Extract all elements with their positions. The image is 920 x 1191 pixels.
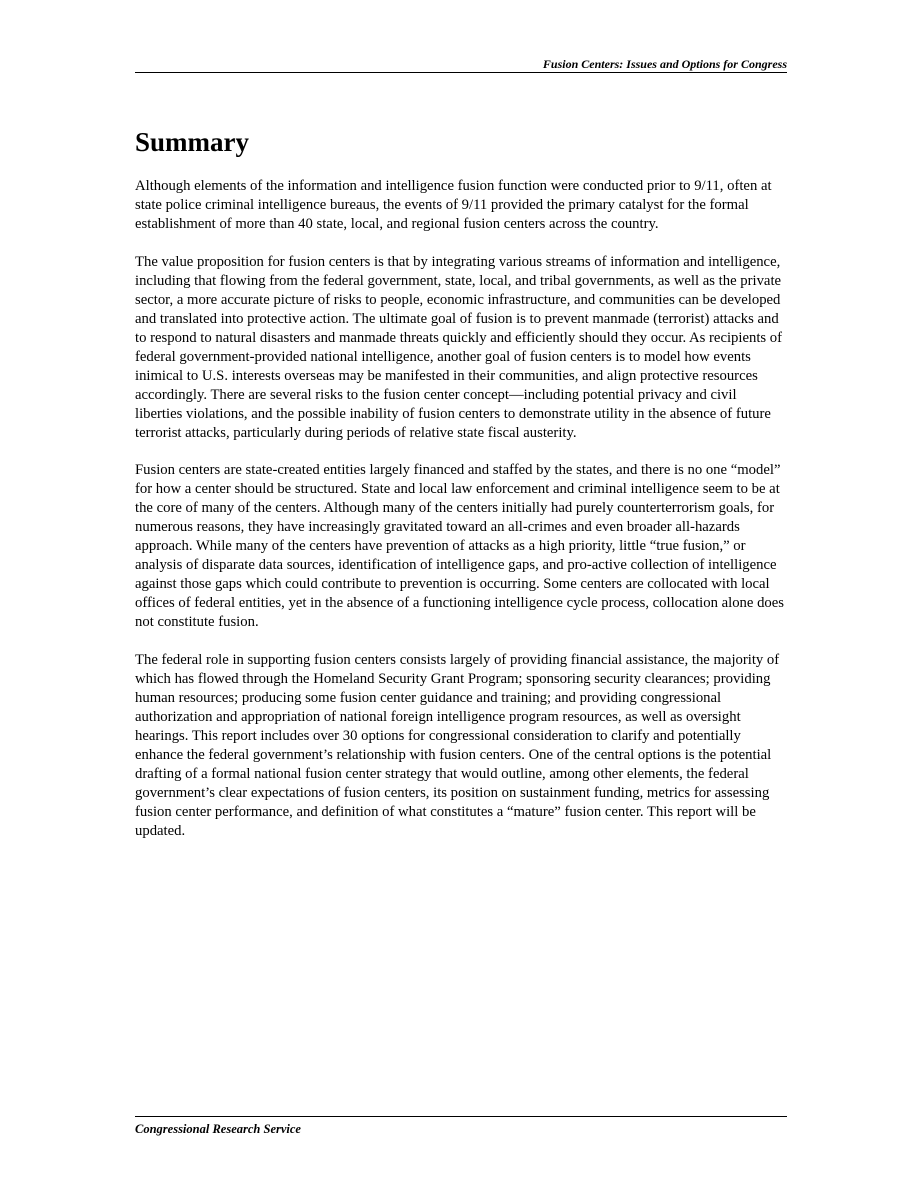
running-footer: Congressional Research Service xyxy=(135,1122,301,1136)
paragraph: Fusion centers are state-created entities largely financed and staffed by the states, and there is no one “model” for how a center should be structured. State and local law enforcement and criminal intelligence seem to be at the core of many of the centers. Although many of the centers initially had purely counterterrorism goals, for numerous reasons, they have increasingly gravitated toward an all-crimes and even broader all-hazards approach. While many of the centers have prevention of attacks as a high priority, little “true fusion,” or analysis of disparate data sources, identification of intelligence gaps, and pro-active collection of intelligence against those gaps which could contribute to prevention is occurring. Some centers are collocated with local offices of federal entities, yet in the absence of a functioning intelligence cycle process, collocation alone does not constitute fusion. xyxy=(135,462,784,630)
running-header: Fusion Centers: Issues and Options for Congress xyxy=(542,57,787,71)
paragraph: The value proposition for fusion centers is that by integrating various streams of information and intelligence, including that flowing from the federal government, state, local, and tribal governments, as well as the private sector, a more accurate picture of risks to people, economic infrastructure, and communities can be developed and translated into protective action. The ultimate goal of fusion is to prevent manmade (terrorist) attacks and to respond to natural disasters and manmade threats quickly and efficiently should they occur. As recipients of federal government-provided national intelligence, another goal of fusion centers is to model how events inimical to U.S. interests overseas may be manifested in their communities, and align protective resources accordingly. There are several risks to the fusion center concept—including potential privacy and civil liberties violations, and the possible inability of fusion centers to demonstrate utility in the absence of future terrorist attacks, particularly during periods of relative state fiscal austerity. xyxy=(135,253,783,441)
page-title: Summary xyxy=(135,127,249,157)
paragraph: The federal role in supporting fusion centers consists largely of providing financial assistance, the majority of which has flowed through the Homeland Security Grant Program; sponsoring security clearances; providing human resources; producing some fusion center guidance and training; and providing congressional authorization and appropriation of national foreign intelligence program resources, as well as oversight hearings. This report includes over 30 options for congressional consideration to clarify and potentially enhance the federal government’s relationship with fusion centers. One of the central options is the potential drafting of a formal national fusion center strategy that would outline, among other elements, the federal government’s clear expectations of fusion centers, its position on sustainment funding, metrics for assessing fusion center performance, and definition of what constitutes a “mature” fusion center. This report will be updated. xyxy=(135,651,780,839)
footer-rule xyxy=(135,1116,787,1117)
paragraph: Although elements of the information and intelligence fusion function were conducted prior to 9/11, often at state police criminal intelligence bureaus, the events of 9/11 provided the primary catalyst for the formal establishment of more than 40 state, local, and regional fusion centers across the country. xyxy=(135,178,772,232)
summary-body xyxy=(135,177,787,859)
header-rule xyxy=(135,72,787,73)
